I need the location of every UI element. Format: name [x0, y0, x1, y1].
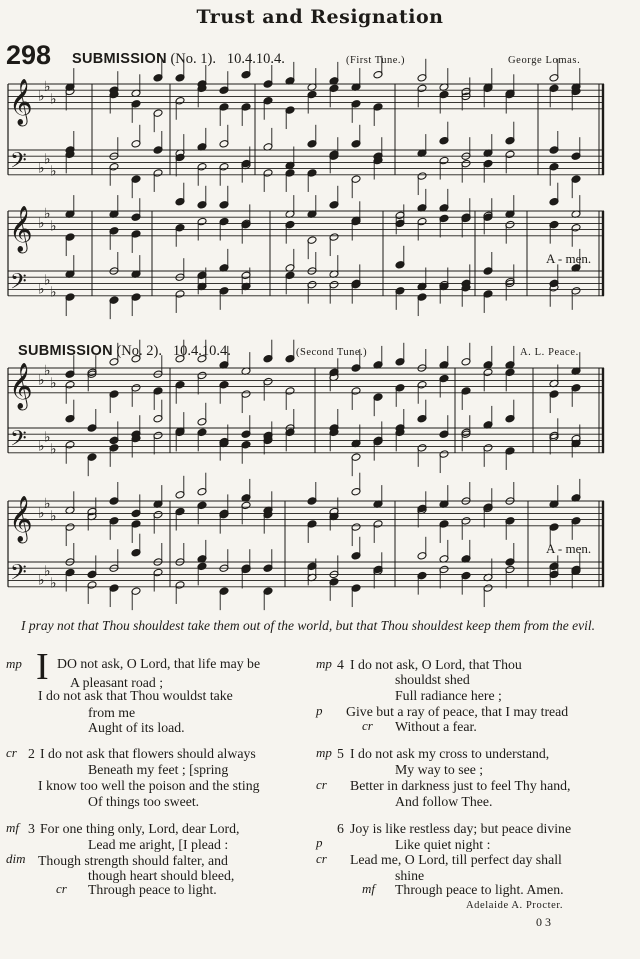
- scripture-text: I pray not that Thou shouldest take them out of the world, but that Thou shouldest keep them from the evil.: [21, 618, 595, 633]
- section-title: Trust and Resignation: [196, 6, 444, 28]
- flat-icon: ♭: [50, 163, 57, 180]
- dynamic-mark: mf: [6, 820, 19, 835]
- flat-icon: ♭: [50, 441, 57, 458]
- tune2-meter: 10.4.10.4.: [172, 343, 231, 359]
- amen-label-2: A - men.: [546, 541, 592, 556]
- verse1-line1: DO not ask, O Lord, that life may be: [57, 656, 261, 671]
- flat-icon: ♭: [44, 206, 51, 223]
- tune1-composer: George Lomas.: [508, 55, 581, 66]
- dynamic-mark: cr: [6, 745, 17, 760]
- bass-clef-icon: 𝄢: [10, 426, 27, 457]
- tune2-qualifier: (No. 2).: [116, 343, 162, 359]
- verse4-number: 4: [337, 657, 344, 672]
- flat-icon: ♭: [44, 272, 51, 289]
- amen-label-1: A - men.: [546, 251, 592, 266]
- verse3-line3: Though strength should falter, and: [38, 853, 228, 868]
- verse4-line5: Without a fear.: [395, 719, 477, 734]
- dynamic-mark: cr: [316, 851, 327, 866]
- verse5-line1: I do not ask my cross to understand,: [350, 746, 550, 761]
- author-credit: Adelaide A. Procter.: [466, 900, 564, 911]
- dynamic-mark: cr: [56, 881, 67, 896]
- verse6-line3: Lead me, O Lord, till perfect day shall: [350, 852, 562, 867]
- dynamic-mark: mf: [362, 881, 375, 896]
- verse1-line5: Aught of its load.: [88, 720, 185, 735]
- flat-icon: ♭: [38, 572, 45, 589]
- verse2-line1: I do not ask that flowers should always: [40, 746, 256, 761]
- flat-icon: ♭: [44, 563, 51, 580]
- flat-icon: ♭: [50, 508, 57, 525]
- bass-clef-icon: 𝄢: [10, 148, 27, 179]
- bass-clef-icon: 𝄢: [10, 560, 27, 591]
- flat-icon: ♭: [50, 91, 57, 108]
- verse4-line2: shouldst shed: [395, 672, 470, 687]
- verse6-line2: Like quiet night :: [395, 837, 491, 852]
- flat-icon: ♭: [38, 215, 45, 232]
- verse6-number: 6: [337, 821, 344, 836]
- dynamic-mark: p: [316, 835, 323, 850]
- flat-icon: ♭: [38, 372, 45, 389]
- verse2-line3: I know too well the poison and the sting: [38, 778, 260, 793]
- flat-icon: ♭: [50, 284, 57, 301]
- verse3-line4: though heart should bleed,: [88, 868, 235, 883]
- verse3-line2: Lead me aright, [I plead :: [88, 837, 229, 852]
- tune2-label: (Second Tune.): [296, 347, 368, 358]
- dynamic-mark: mp: [316, 745, 332, 760]
- verse2-number: 2: [28, 746, 35, 761]
- hymn-number: 298: [6, 40, 52, 70]
- dynamic-mark: cr: [316, 777, 327, 792]
- dynamic-mark: mp: [316, 656, 332, 671]
- dynamic-mark: mp: [6, 656, 22, 671]
- flat-icon: ♭: [44, 429, 51, 446]
- treble-clef-icon: 𝄞: [9, 362, 33, 409]
- verse5-number: 5: [337, 746, 344, 761]
- tune2-name: SUBMISSION: [18, 343, 113, 359]
- verse3-line1: For one thing only, Lord, dear Lord,: [40, 821, 240, 836]
- verse4-line4: Give but a ray of peace, that I may tread: [346, 704, 569, 719]
- dynamic-mark: p: [316, 703, 323, 718]
- verse4-line1: I do not ask, O Lord, that Thou: [350, 657, 522, 672]
- verse6-line5: Through peace to light. Amen.: [395, 882, 564, 897]
- verse3-number: 3: [28, 821, 35, 836]
- dynamic-mark: cr: [362, 718, 373, 733]
- flat-icon: ♭: [38, 438, 45, 455]
- bass-clef-icon: 𝄢: [10, 269, 27, 300]
- verse5-line4: And follow Thee.: [395, 794, 493, 809]
- flat-icon: ♭: [38, 505, 45, 522]
- flat-icon: ♭: [50, 575, 57, 592]
- treble-clef-icon: 𝄞: [9, 495, 33, 542]
- tune1-meter: 10.4.10.4.: [226, 51, 285, 67]
- verse1-line4: from me: [88, 705, 136, 720]
- tune2-composer: A. L. Peace.: [520, 347, 579, 358]
- verse1-line3: I do not ask that Thou wouldst take: [38, 688, 233, 703]
- verse5-line3: Better in darkness just to feel Thy hand,: [350, 778, 571, 793]
- treble-clef-icon: 𝄞: [9, 78, 33, 125]
- treble-clef-icon: 𝄞: [9, 205, 33, 252]
- flat-icon: ♭: [38, 281, 45, 298]
- verse4-line3: Full radiance here ;: [395, 688, 502, 703]
- flat-icon: ♭: [44, 496, 51, 513]
- tune1-qualifier: (No. 1).: [170, 51, 216, 67]
- flat-icon: ♭: [44, 363, 51, 380]
- flat-icon: ♭: [50, 218, 57, 235]
- verse2-line4: Of things too sweet.: [88, 794, 200, 809]
- tune1-label: (First Tune.): [346, 55, 406, 66]
- flat-icon: ♭: [44, 151, 51, 168]
- dynamic-mark: dim: [6, 851, 26, 866]
- flat-icon: ♭: [44, 79, 51, 96]
- flat-icon: ♭: [50, 375, 57, 392]
- drop-cap: I: [36, 646, 49, 688]
- verse5-line2: My way to see ;: [395, 762, 484, 777]
- verse6-line1: Joy is like restless day; but peace divine: [350, 821, 572, 836]
- flat-icon: ♭: [38, 160, 45, 177]
- verse3-line5: Through peace to light.: [88, 882, 217, 897]
- verse2-line2: Beneath my feet ; [spring: [88, 762, 229, 777]
- page-number: 0 3: [536, 915, 551, 929]
- verse1-line2: A pleasant road ;: [70, 675, 164, 690]
- verse6-line4: shine: [395, 868, 425, 883]
- tune1-name: SUBMISSION: [72, 51, 167, 67]
- flat-icon: ♭: [38, 88, 45, 105]
